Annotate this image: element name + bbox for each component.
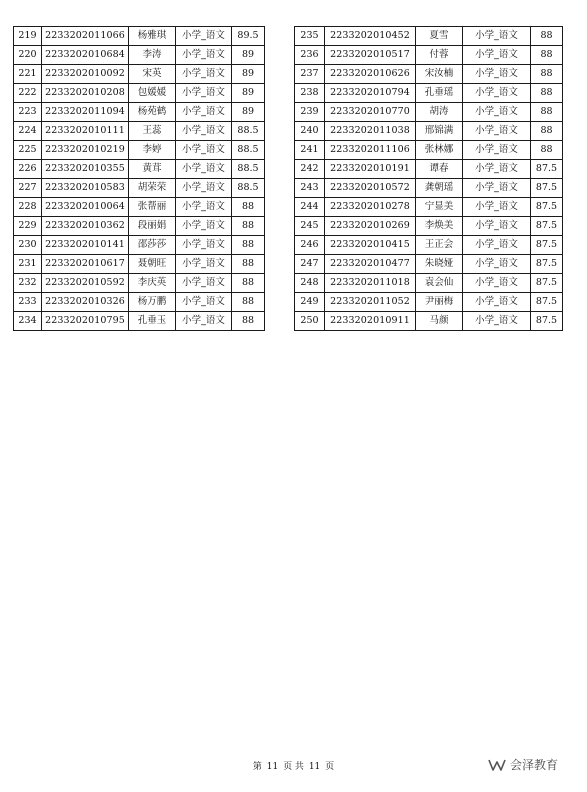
name-cell: 杨苑鹤 bbox=[129, 103, 176, 122]
name-cell: 黄茸 bbox=[129, 160, 176, 179]
score-cell: 88 bbox=[531, 141, 563, 160]
name-cell: 杨万鹏 bbox=[129, 293, 176, 312]
subject-cell: 小学_语文 bbox=[463, 312, 531, 331]
score-table-right bbox=[294, 26, 563, 331]
exam-id-cell: 2233202010064 bbox=[42, 198, 129, 217]
exam-id-cell: 2233202010452 bbox=[325, 27, 416, 46]
rank-cell: 250 bbox=[295, 312, 325, 331]
rank-cell: 234 bbox=[14, 312, 42, 331]
rank-cell: 241 bbox=[295, 141, 325, 160]
subject-cell: 小学_语文 bbox=[463, 274, 531, 293]
exam-id-cell: 2233202010362 bbox=[42, 217, 129, 236]
exam-id-cell: 2233202010477 bbox=[325, 255, 416, 274]
subject-cell: 小学_语文 bbox=[176, 179, 232, 198]
name-cell: 张林娜 bbox=[416, 141, 463, 160]
subject-cell: 小学_语文 bbox=[176, 293, 232, 312]
score-cell: 88.5 bbox=[232, 160, 265, 179]
exam-id-cell: 2233202011066 bbox=[42, 27, 129, 46]
footer-mid: 页 共 bbox=[283, 762, 304, 772]
exam-id-cell: 2233202010911 bbox=[325, 312, 416, 331]
subject-cell: 小学_语文 bbox=[176, 160, 232, 179]
rank-cell: 222 bbox=[14, 84, 42, 103]
rank-cell: 239 bbox=[295, 103, 325, 122]
score-cell: 89 bbox=[232, 84, 265, 103]
score-cell: 87.5 bbox=[531, 217, 563, 236]
table-row bbox=[14, 255, 265, 274]
score-cell: 88 bbox=[531, 65, 563, 84]
rank-cell: 229 bbox=[14, 217, 42, 236]
exam-id-cell: 2233202011094 bbox=[42, 103, 129, 122]
rank-cell: 220 bbox=[14, 46, 42, 65]
table-row bbox=[295, 65, 563, 84]
subject-cell: 小学_语文 bbox=[463, 65, 531, 84]
subject-cell: 小学_语文 bbox=[176, 141, 232, 160]
name-cell: 张帮丽 bbox=[129, 198, 176, 217]
score-cell: 88.5 bbox=[232, 179, 265, 198]
score-cell: 89 bbox=[232, 103, 265, 122]
score-cell: 87.5 bbox=[531, 160, 563, 179]
table-row bbox=[14, 217, 265, 236]
exam-id-cell: 2233202011038 bbox=[325, 122, 416, 141]
exam-id-cell: 2233202010092 bbox=[42, 65, 129, 84]
score-cell: 88 bbox=[531, 46, 563, 65]
table-row bbox=[295, 46, 563, 65]
table-row bbox=[295, 179, 563, 198]
rank-cell: 242 bbox=[295, 160, 325, 179]
exam-id-cell: 2233202010191 bbox=[325, 160, 416, 179]
name-cell: 聂朝旺 bbox=[129, 255, 176, 274]
subject-cell: 小学_语文 bbox=[176, 103, 232, 122]
table-row bbox=[14, 293, 265, 312]
table-row bbox=[295, 255, 563, 274]
subject-cell: 小学_语文 bbox=[176, 217, 232, 236]
rank-cell: 225 bbox=[14, 141, 42, 160]
footer-total-pages: 11 bbox=[308, 762, 321, 772]
name-cell: 胡荣荣 bbox=[129, 179, 176, 198]
subject-cell: 小学_语文 bbox=[463, 141, 531, 160]
exam-id-cell: 2233202010794 bbox=[325, 84, 416, 103]
name-cell: 袁会仙 bbox=[416, 274, 463, 293]
subject-cell: 小学_语文 bbox=[176, 27, 232, 46]
score-cell: 88 bbox=[232, 274, 265, 293]
rank-cell: 235 bbox=[295, 27, 325, 46]
table-row bbox=[295, 160, 563, 179]
rank-cell: 248 bbox=[295, 274, 325, 293]
footer-prefix: 第 bbox=[252, 762, 262, 772]
subject-cell: 小学_语文 bbox=[176, 255, 232, 274]
table-row bbox=[14, 274, 265, 293]
rank-cell: 246 bbox=[295, 236, 325, 255]
name-cell: 宁显美 bbox=[416, 198, 463, 217]
subject-cell: 小学_语文 bbox=[463, 236, 531, 255]
table-row bbox=[295, 217, 563, 236]
table-row bbox=[295, 122, 563, 141]
name-cell: 谭春 bbox=[416, 160, 463, 179]
score-cell: 87.5 bbox=[531, 236, 563, 255]
table-row bbox=[14, 84, 265, 103]
name-cell: 杨雅琪 bbox=[129, 27, 176, 46]
subject-cell: 小学_语文 bbox=[176, 46, 232, 65]
footer-current-page: 11 bbox=[266, 762, 279, 772]
exam-id-cell: 2233202011018 bbox=[325, 274, 416, 293]
score-table-left bbox=[13, 26, 265, 331]
exam-id-cell: 2233202010355 bbox=[42, 160, 129, 179]
score-cell: 87.5 bbox=[531, 179, 563, 198]
subject-cell: 小学_语文 bbox=[463, 84, 531, 103]
score-cell: 89.5 bbox=[232, 27, 265, 46]
score-cell: 88 bbox=[531, 27, 563, 46]
name-cell: 李庆英 bbox=[129, 274, 176, 293]
score-cell: 88 bbox=[232, 198, 265, 217]
score-cell: 87.5 bbox=[531, 255, 563, 274]
subject-cell: 小学_语文 bbox=[463, 103, 531, 122]
name-cell: 朱晓娅 bbox=[416, 255, 463, 274]
table-row bbox=[295, 274, 563, 293]
exam-id-cell: 2233202010626 bbox=[325, 65, 416, 84]
footer-suffix: 页 bbox=[325, 762, 335, 772]
exam-id-cell: 2233202010572 bbox=[325, 179, 416, 198]
exam-id-cell: 2233202010326 bbox=[42, 293, 129, 312]
name-cell: 邢锦满 bbox=[416, 122, 463, 141]
table-row bbox=[14, 122, 265, 141]
rank-cell: 219 bbox=[14, 27, 42, 46]
rank-cell: 237 bbox=[295, 65, 325, 84]
score-cell: 88.5 bbox=[232, 141, 265, 160]
score-cell: 88 bbox=[232, 293, 265, 312]
table-row bbox=[295, 198, 563, 217]
name-cell: 龚朝瑶 bbox=[416, 179, 463, 198]
rank-cell: 228 bbox=[14, 198, 42, 217]
rank-cell: 221 bbox=[14, 65, 42, 84]
rank-cell: 231 bbox=[14, 255, 42, 274]
subject-cell: 小学_语文 bbox=[176, 65, 232, 84]
exam-id-cell: 2233202010269 bbox=[325, 217, 416, 236]
subject-cell: 小学_语文 bbox=[463, 122, 531, 141]
name-cell: 李焕美 bbox=[416, 217, 463, 236]
rank-cell: 236 bbox=[295, 46, 325, 65]
rank-cell: 227 bbox=[14, 179, 42, 198]
rank-cell: 240 bbox=[295, 122, 325, 141]
rank-cell: 244 bbox=[295, 198, 325, 217]
name-cell: 马颜 bbox=[416, 312, 463, 331]
table-row bbox=[14, 46, 265, 65]
rank-cell: 233 bbox=[14, 293, 42, 312]
score-cell: 88 bbox=[232, 255, 265, 274]
subject-cell: 小学_语文 bbox=[176, 198, 232, 217]
rank-cell: 249 bbox=[295, 293, 325, 312]
exam-id-cell: 2233202010583 bbox=[42, 179, 129, 198]
table-row bbox=[14, 179, 265, 198]
subject-cell: 小学_语文 bbox=[463, 160, 531, 179]
score-cell: 87.5 bbox=[531, 274, 563, 293]
subject-cell: 小学_语文 bbox=[176, 236, 232, 255]
name-cell: 王蕊 bbox=[129, 122, 176, 141]
subject-cell: 小学_语文 bbox=[176, 84, 232, 103]
exam-id-cell: 2233202010141 bbox=[42, 236, 129, 255]
table-row bbox=[295, 312, 563, 331]
name-cell: 李婷 bbox=[129, 141, 176, 160]
exam-id-cell: 2233202011052 bbox=[325, 293, 416, 312]
watermark-text: 会泽教育 bbox=[510, 758, 559, 772]
score-cell: 88 bbox=[531, 103, 563, 122]
table-row bbox=[14, 141, 265, 160]
subject-cell: 小学_语文 bbox=[463, 217, 531, 236]
exam-id-cell: 2233202010517 bbox=[325, 46, 416, 65]
rank-cell: 238 bbox=[295, 84, 325, 103]
exam-id-cell: 2233202010592 bbox=[42, 274, 129, 293]
subject-cell: 小学_语文 bbox=[176, 122, 232, 141]
exam-id-cell: 2233202010770 bbox=[325, 103, 416, 122]
rank-cell: 247 bbox=[295, 255, 325, 274]
name-cell: 尹丽梅 bbox=[416, 293, 463, 312]
subject-cell: 小学_语文 bbox=[463, 255, 531, 274]
rank-cell: 223 bbox=[14, 103, 42, 122]
subject-cell: 小学_语文 bbox=[463, 179, 531, 198]
table-row bbox=[14, 236, 265, 255]
wechat-channel-icon bbox=[488, 758, 506, 772]
subject-cell: 小学_语文 bbox=[463, 198, 531, 217]
subject-cell: 小学_语文 bbox=[463, 46, 531, 65]
exam-id-cell: 2233202010795 bbox=[42, 312, 129, 331]
name-cell: 宋英 bbox=[129, 65, 176, 84]
score-cell: 87.5 bbox=[531, 312, 563, 331]
table-row bbox=[14, 27, 265, 46]
table-row bbox=[14, 103, 265, 122]
rank-cell: 226 bbox=[14, 160, 42, 179]
rank-cell: 245 bbox=[295, 217, 325, 236]
table-row bbox=[295, 293, 563, 312]
name-cell: 王正会 bbox=[416, 236, 463, 255]
table-row bbox=[14, 312, 265, 331]
exam-id-cell: 2233202010684 bbox=[42, 46, 129, 65]
exam-id-cell: 2233202010415 bbox=[325, 236, 416, 255]
table-row bbox=[295, 236, 563, 255]
name-cell: 夏雪 bbox=[416, 27, 463, 46]
table-row bbox=[295, 103, 563, 122]
score-cell: 88 bbox=[531, 122, 563, 141]
score-cell: 89 bbox=[232, 46, 265, 65]
name-cell: 付蓉 bbox=[416, 46, 463, 65]
rank-cell: 230 bbox=[14, 236, 42, 255]
name-cell: 包媛媛 bbox=[129, 84, 176, 103]
subject-cell: 小学_语文 bbox=[176, 274, 232, 293]
exam-id-cell: 2233202010617 bbox=[42, 255, 129, 274]
score-cell: 88 bbox=[232, 312, 265, 331]
watermark bbox=[488, 756, 558, 773]
name-cell: 李涛 bbox=[129, 46, 176, 65]
score-cell: 88 bbox=[232, 236, 265, 255]
table-row bbox=[14, 65, 265, 84]
rank-cell: 243 bbox=[295, 179, 325, 198]
exam-id-cell: 2233202010219 bbox=[42, 141, 129, 160]
rank-cell: 232 bbox=[14, 274, 42, 293]
subject-cell: 小学_语文 bbox=[176, 312, 232, 331]
name-cell: 孔垂玉 bbox=[129, 312, 176, 331]
exam-id-cell: 2233202010278 bbox=[325, 198, 416, 217]
table-row bbox=[14, 198, 265, 217]
table-row bbox=[295, 84, 563, 103]
name-cell: 孔垂瑶 bbox=[416, 84, 463, 103]
score-cell: 89 bbox=[232, 65, 265, 84]
subject-cell: 小学_语文 bbox=[463, 293, 531, 312]
table-row bbox=[295, 141, 563, 160]
score-cell: 87.5 bbox=[531, 198, 563, 217]
name-cell: 宋汝楠 bbox=[416, 65, 463, 84]
name-cell: 胡涛 bbox=[416, 103, 463, 122]
table-row bbox=[14, 160, 265, 179]
name-cell: 段丽娟 bbox=[129, 217, 176, 236]
subject-cell: 小学_语文 bbox=[463, 27, 531, 46]
score-cell: 88.5 bbox=[232, 122, 265, 141]
rank-cell: 224 bbox=[14, 122, 42, 141]
exam-id-cell: 2233202010208 bbox=[42, 84, 129, 103]
score-cell: 88 bbox=[232, 217, 265, 236]
name-cell: 邵莎莎 bbox=[129, 236, 176, 255]
exam-id-cell: 2233202010111 bbox=[42, 122, 129, 141]
score-cell: 87.5 bbox=[531, 293, 563, 312]
score-cell: 88 bbox=[531, 84, 563, 103]
table-row bbox=[295, 27, 563, 46]
exam-id-cell: 2233202011106 bbox=[325, 141, 416, 160]
